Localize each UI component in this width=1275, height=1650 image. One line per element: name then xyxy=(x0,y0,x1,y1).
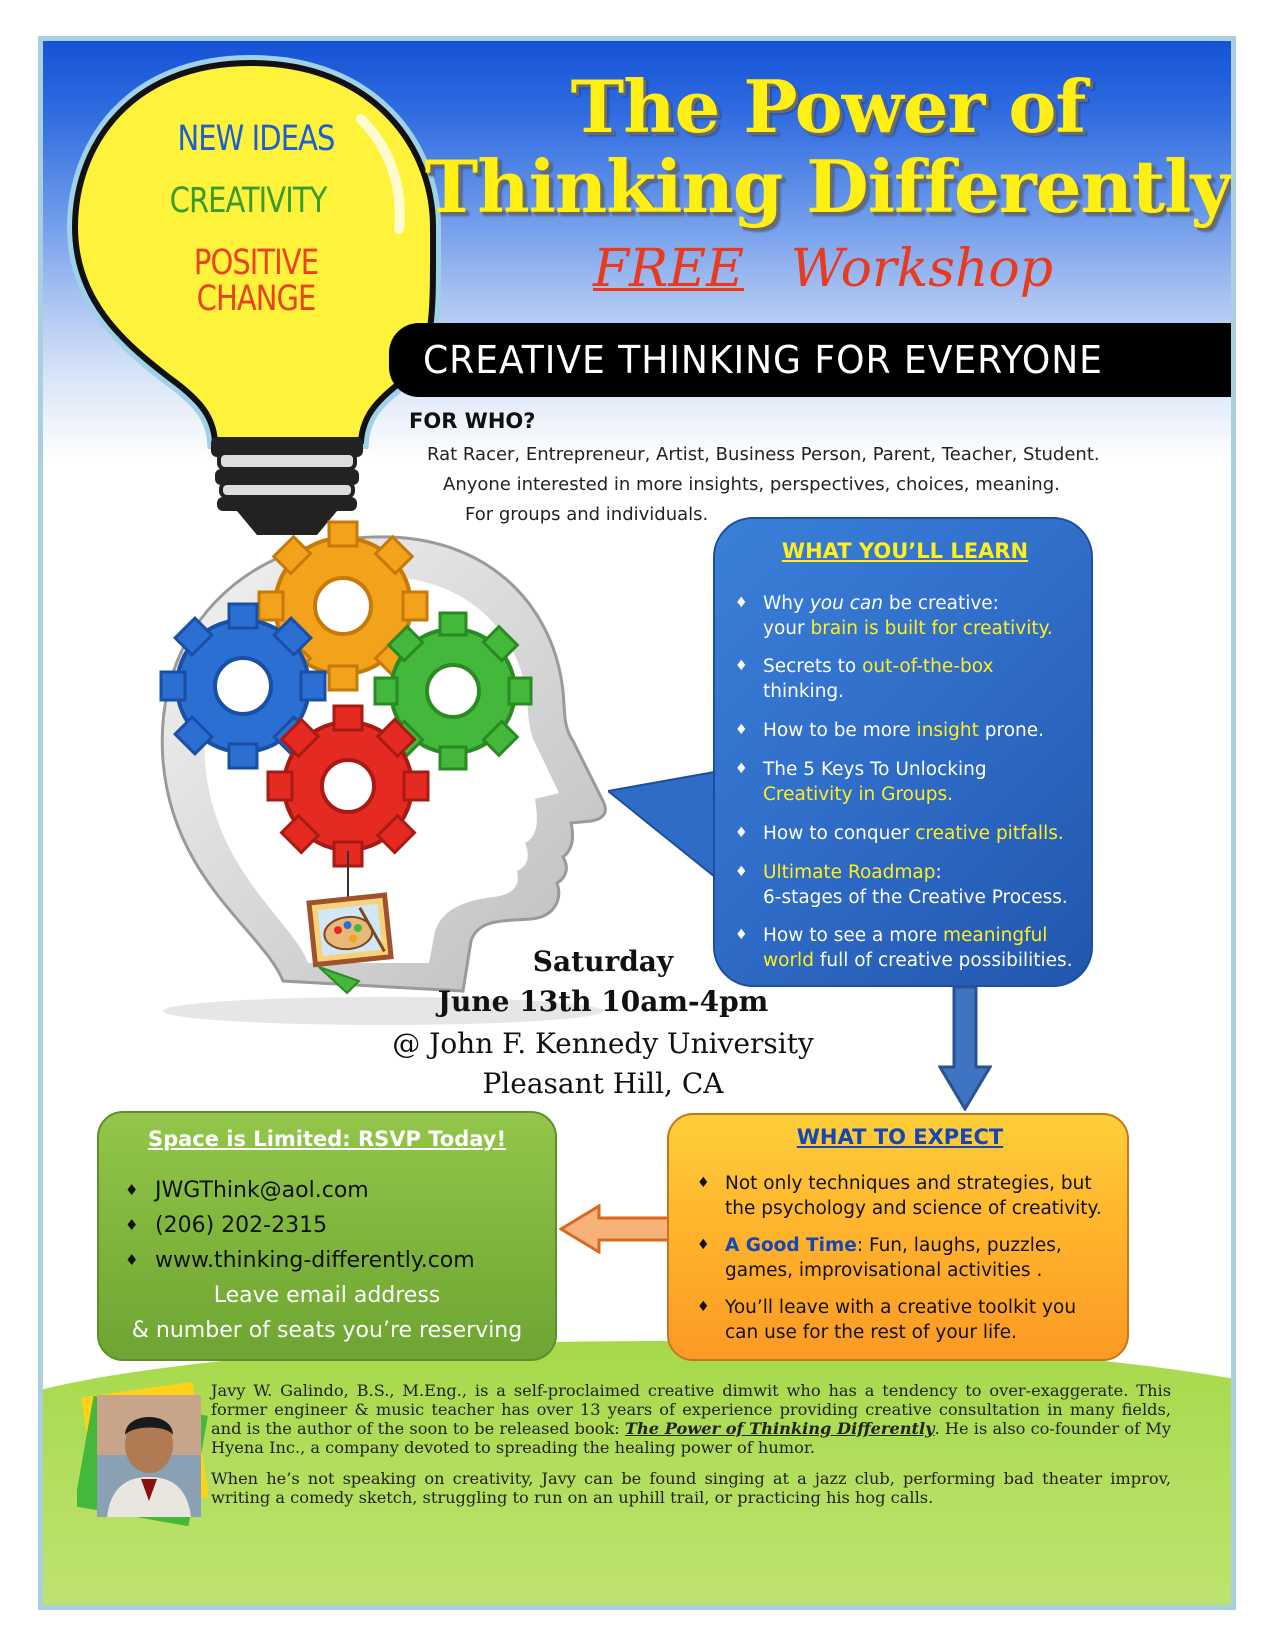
event-day: Saturday xyxy=(532,945,674,978)
presenter-bio xyxy=(211,1381,1171,1519)
learn-item-4: ♦ The 5 Keys To Unlocking Creativity in Groups. xyxy=(735,757,1075,807)
expect-heading: WHAT TO EXPECT xyxy=(796,1125,1004,1149)
event-city: Pleasant Hill, CA xyxy=(482,1067,724,1100)
learn-item-6: ♦ Ultimate Roadmap: 6-stages of the Creative Process. xyxy=(735,860,1075,910)
rsvp-phone[interactable]: ♦ (206) 202-2315 xyxy=(119,1208,535,1243)
expect-item-1: ♦ Not only techniques and strategies, but the psychology and science of creativity. xyxy=(687,1171,1113,1221)
what-youll-learn-box xyxy=(713,517,1093,987)
for-who-heading: FOR WHO? xyxy=(409,409,536,433)
banner xyxy=(389,323,1236,397)
learn-item-1: ♦ Why you can be creative: your brain is built for creativity. xyxy=(735,591,1075,641)
learn-item-2: ♦ Secrets to out-of-the-box thinking. xyxy=(735,654,1075,704)
what-to-expect-box xyxy=(667,1113,1129,1361)
free-label: FREE xyxy=(592,239,745,299)
bulb-text-positive: POSITIVE xyxy=(193,243,319,283)
for-who-line-3: For groups and individuals. xyxy=(465,504,709,525)
event-date: June 13th 10am-4pm xyxy=(437,985,769,1018)
arrow-down-icon xyxy=(938,985,992,1111)
expect-item-2: ♦ A Good Time: Fun, laughs, puzzles, games, improvisational activities . xyxy=(687,1233,1113,1283)
event-venue: @ John F. Kennedy University xyxy=(392,1027,814,1060)
learn-heading: WHAT YOU’LL LEARN xyxy=(781,539,1029,563)
rsvp-email-link[interactable]: ♦ JWGThink@aol.com xyxy=(119,1173,535,1208)
for-who-line-2: Anyone interested in more insights, perspectives, choices, meaning. xyxy=(443,474,1060,495)
presenter-photo xyxy=(77,1381,217,1531)
bulb-text-change: CHANGE xyxy=(196,279,316,319)
title-line-1: The Power of xyxy=(570,64,1086,149)
bulb-text-new-ideas: NEW IDEAS xyxy=(177,119,335,159)
bio-paragraph-1: Javy W. Galindo, B.S., M.Eng., is a self-proclaimed creative dimwit who has a tendency to over-exaggerate. This former engineer & music teacher has over 13 years of experience providing creative consultation in many fields, and is the author of the soon to be released book: The Power of Thinking Differently. He is also co-founder of My Hyena Inc., a company devoted to spreading the healing power of humor. xyxy=(211,1381,1171,1457)
for-who-line-1: Rat Racer, Entrepreneur, Artist, Business Person, Parent, Teacher, Student. xyxy=(427,444,1100,465)
bio-paragraph-2: When he’s not speaking on creativity, Javy can be found singing at a jazz club, performing bad theater improv, writing a comedy sketch, struggling to run on an uphill trail, or practicing his hog calls. xyxy=(211,1469,1171,1507)
rsvp-note-1: Leave email address xyxy=(213,1283,441,1308)
rsvp-note-2: & number of seats you’re reserving xyxy=(131,1318,523,1343)
arrow-left-icon xyxy=(559,1204,671,1254)
rsvp-website-link[interactable]: ♦ www.thinking-differently.com xyxy=(119,1243,535,1278)
learn-item-7: ♦ How to see a more meaningful world full of creative possibilities. xyxy=(735,923,1075,973)
rsvp-heading: Space is Limited: RSVP Today! xyxy=(147,1127,507,1151)
rsvp-box xyxy=(97,1111,557,1361)
learn-item-5: ♦ How to conquer creative pitfalls. xyxy=(735,821,1075,846)
book-title: The Power of Thinking Differently xyxy=(624,1419,935,1438)
bulb-text-positive-change xyxy=(104,245,408,317)
subtitle xyxy=(523,237,1123,301)
banner-text: CREATIVE THINKING FOR EVERYONE xyxy=(423,338,1103,382)
title-line-2: Thinking Differently xyxy=(424,144,1232,229)
flyer xyxy=(38,36,1236,1610)
workshop-label: Workshop xyxy=(790,239,1054,299)
learn-item-3: ♦ How to be more insight prone. xyxy=(735,718,1075,743)
expect-item-3: ♦ You’ll leave with a creative toolkit you can use for the rest of your life. xyxy=(687,1295,1113,1345)
bulb-text-creativity: CREATIVITY xyxy=(169,181,327,221)
page-title xyxy=(423,64,1233,229)
light-bulb-illustration xyxy=(61,49,441,549)
